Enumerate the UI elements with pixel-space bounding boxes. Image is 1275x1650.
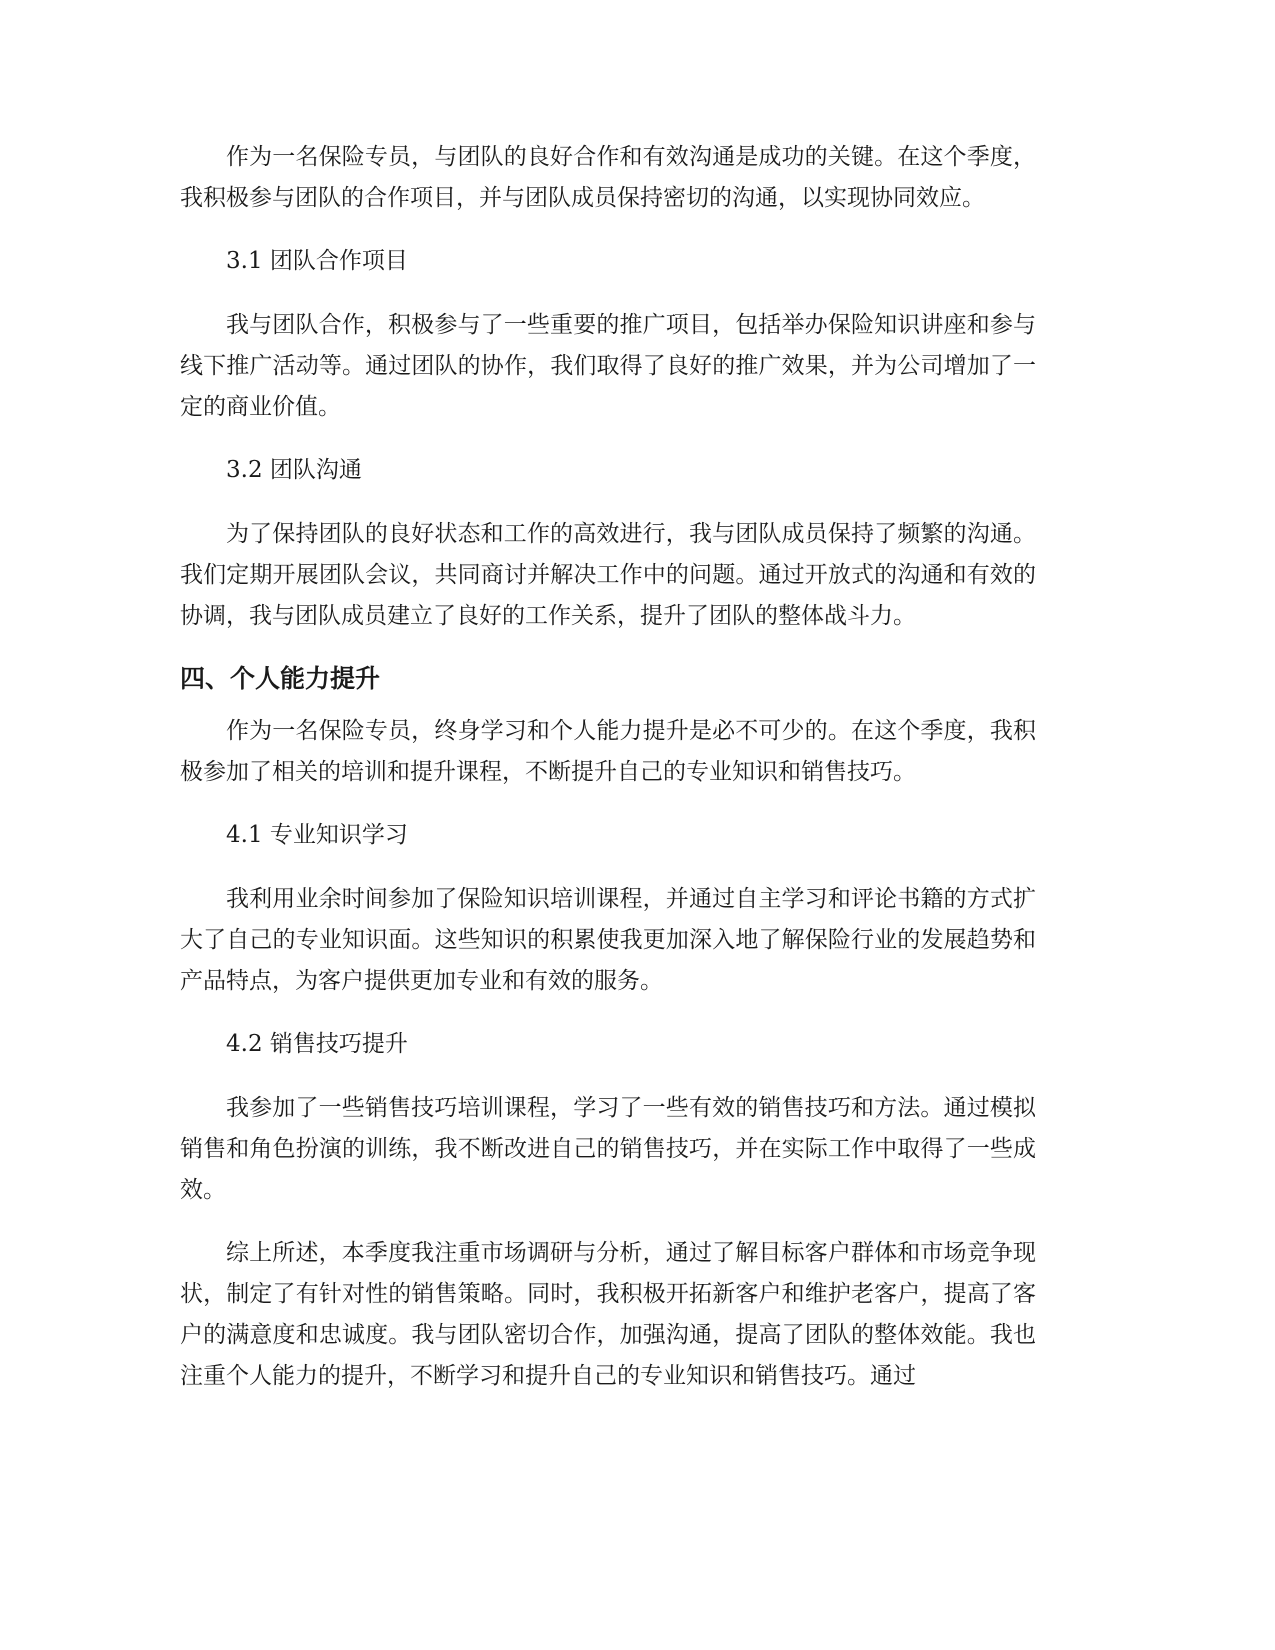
section-4-heading: 四、个人能力提升 bbox=[180, 664, 381, 693]
subsection-4-1-body: 我利用业余时间参加了保险知识培训课程，并通过自主学习和评论书籍的方式扩大了自己的专业知识面。这些知识的积累使我更加深入地了解保险行业的发展趋势和产品特点，为客户提供更加专业和有效的服务。 bbox=[180, 886, 1036, 994]
section4-intro-paragraph: 作为一名保险专员，终身学习和个人能力提升是必不可少的。在这个季度，我积极参加了相关的培训和提升课程，不断提升自己的专业知识和销售技巧。 bbox=[180, 718, 1036, 785]
document-page bbox=[180, 137, 1036, 1419]
subsection-3-2-body: 为了保持团队的良好状态和工作的高效进行，我与团队成员保持了频繁的沟通。我们定期开展团队会议，共同商讨并解决工作中的问题。通过开放式的沟通和有效的协调，我与团队成员建立了良好的工作关系，提升了团队的整体战斗力。 bbox=[180, 521, 1036, 629]
subsection-3-1-title: 3.1 团队合作项目 bbox=[226, 248, 408, 274]
subsection-3-1-body: 我与团队合作，积极参与了一些重要的推广项目，包括举办保险知识讲座和参与线下推广活动等。通过团队的协作，我们取得了良好的推广效果，并为公司增加了一定的商业价值。 bbox=[180, 312, 1036, 420]
section3-intro-paragraph: 作为一名保险专员，与团队的良好合作和有效沟通是成功的关键。在这个季度，我积极参与团队的合作项目，并与团队成员保持密切的沟通，以实现协同效应。 bbox=[180, 144, 1036, 211]
subsection-3-2-title: 3.2 团队沟通 bbox=[226, 457, 362, 483]
subsection-4-2-body: 我参加了一些销售技巧培训课程，学习了一些有效的销售技巧和方法。通过模拟销售和角色扮演的训练，我不断改进自己的销售技巧，并在实际工作中取得了一些成效。 bbox=[180, 1095, 1036, 1203]
subsection-4-1-title: 4.1 专业知识学习 bbox=[226, 822, 408, 848]
summary-paragraph: 综上所述，本季度我注重市场调研与分析，通过了解目标客户群体和市场竞争现状，制定了有针对性的销售策略。同时，我积极开拓新客户和维护老客户，提高了客户的满意度和忠诚度。我与团队密切合作，加强沟通，提高了团队的整体效能。我也注重个人能力的提升，不断学习和提升自己的专业知识和销售技巧。通过 bbox=[180, 1240, 1036, 1389]
subsection-4-2-title: 4.2 销售技巧提升 bbox=[226, 1031, 408, 1057]
